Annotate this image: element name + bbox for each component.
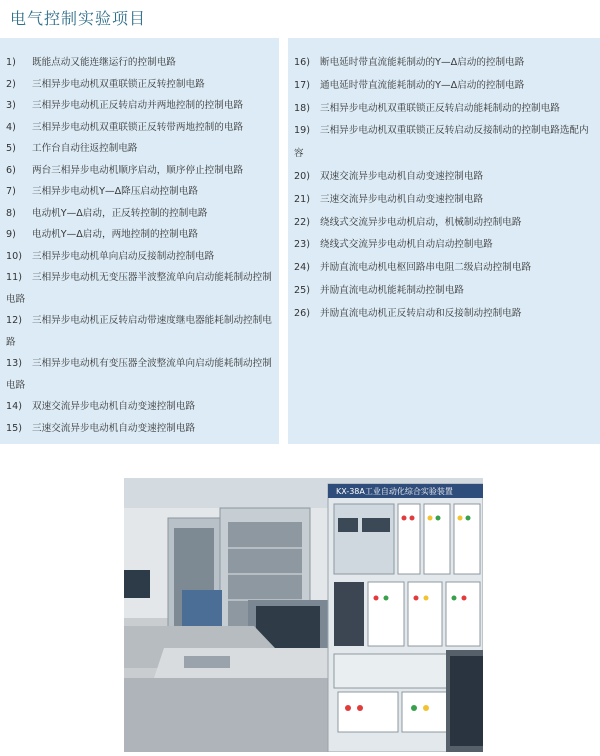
- left-item-list: [0, 38, 279, 439]
- item-number: 1): [6, 57, 16, 68]
- list-item: [294, 234, 598, 257]
- item-text: 工作台自动往返控制电路: [32, 143, 138, 154]
- item-number: 18): [294, 102, 310, 114]
- item-text: 三相异步电动机单向启动反接制动控制电路: [32, 250, 215, 262]
- item-text: 既能点动又能连继运行的控制电路: [32, 57, 176, 68]
- item-number: 26): [294, 307, 310, 319]
- item-text: 三相异步电动机双重联锁正反转带两地控制的电路: [32, 121, 244, 133]
- lab-equipment-photo: [124, 478, 483, 752]
- item-text: 双速交流异步电动机自动变速控制电路: [320, 170, 484, 182]
- list-item: [294, 212, 598, 235]
- item-text: 双速交流异步电动机自动变速控制电路: [32, 401, 196, 412]
- item-number: 24): [294, 262, 310, 274]
- list-item: [6, 117, 277, 139]
- item-number: 22): [294, 216, 310, 228]
- item-number: 7): [6, 186, 16, 197]
- item-text: 三相异步电动机正反转启动并两地控制的控制电路: [32, 100, 244, 111]
- list-item: [6, 74, 277, 96]
- item-text: 三相异步电动机无变压器半波整流单向启动能耗制动控制电路: [6, 272, 272, 305]
- item-number: 5): [6, 143, 16, 154]
- item-text: 电动机Y—Δ启动，两地控制的控制电路: [32, 229, 198, 240]
- list-item: [294, 166, 598, 189]
- list-item: [294, 98, 598, 121]
- list-item: [6, 160, 277, 182]
- item-text: 并励直流电动机能耗制动控制电路: [320, 284, 464, 296]
- item-number: 21): [294, 193, 310, 205]
- item-number: 6): [6, 164, 16, 176]
- item-number: 25): [294, 284, 310, 296]
- item-text: 绕线式交流异步电动机自动启动控制电路: [320, 239, 493, 251]
- item-text: 并励直流电动机电枢回路串电阻二级启动控制电路: [320, 262, 532, 274]
- item-text: 绕线式交流异步电动机启动，机械制动控制电路: [320, 216, 522, 228]
- list-item: [6, 224, 277, 246]
- list-item: [294, 257, 598, 280]
- item-text: 三相异步电动机Y—Δ降压启动控制电路: [32, 186, 198, 197]
- list-item: [6, 95, 277, 117]
- experiment-list-left: [0, 38, 279, 444]
- list-item: [294, 280, 598, 303]
- item-number: 16): [294, 57, 310, 68]
- list-item: [294, 52, 598, 75]
- item-text: 三相异步电动机双重联锁正反转控制电路: [32, 78, 205, 90]
- item-number: 9): [6, 229, 16, 240]
- list-item: [6, 267, 277, 310]
- item-number: 4): [6, 121, 16, 133]
- item-number: 2): [6, 78, 16, 90]
- item-number: 19): [294, 125, 310, 137]
- list-item: [294, 75, 598, 98]
- list-item: [6, 396, 277, 418]
- list-item: [6, 181, 277, 203]
- list-item: [6, 52, 277, 74]
- item-number: 13): [6, 358, 22, 369]
- item-number: 17): [294, 79, 310, 91]
- item-text: 三相异步电动机有变压器全波整流单向启动能耗制动控制电路: [6, 358, 272, 391]
- list-item: [294, 120, 598, 166]
- item-text: 三速交流异步电动机自动变速控制电路: [32, 422, 196, 434]
- item-number: 3): [6, 100, 16, 111]
- item-number: 14): [6, 401, 22, 412]
- list-item: [6, 246, 277, 268]
- list-item: [294, 189, 598, 212]
- item-text: 三相异步电动机双重联锁正反转启动反接制动的控制电路选配内容: [294, 125, 589, 160]
- list-item: [6, 310, 277, 353]
- item-text: 三相异步电动机双重联锁正反转启动能耗制动的控制电路: [320, 102, 560, 114]
- list-item: [6, 418, 277, 440]
- item-text: 两台三相异步电动机顺序启动，顺序停止控制电路: [32, 164, 244, 176]
- item-text: 三速交流异步电动机自动变速控制电路: [320, 193, 484, 205]
- list-item: [294, 303, 598, 326]
- photo-banner-text: KX-38A工业自动化综合实验装置: [336, 487, 453, 496]
- item-text: 电动机Y—Δ启动，正反转控制的控制电路: [32, 207, 208, 219]
- item-number: 11): [6, 272, 22, 283]
- item-number: 10): [6, 250, 22, 262]
- list-item: [6, 353, 277, 396]
- page-title: 电气控制实验项目: [10, 9, 147, 28]
- item-number: 23): [294, 239, 310, 251]
- item-text: 断电延时带直流能耗制动的Y—Δ启动的控制电路: [320, 57, 525, 68]
- right-item-list: [288, 38, 600, 326]
- item-text: 通电延时带直流能耗制动的Y—Δ启动的控制电路: [320, 79, 525, 91]
- item-number: 8): [6, 207, 16, 219]
- experiment-list-right: [288, 38, 600, 444]
- item-text: 三相异步电动机正反转启动带速度继电器能耗制动控制电路: [6, 315, 272, 348]
- list-item: [6, 138, 277, 160]
- list-item: [6, 203, 277, 225]
- item-number: 15): [6, 422, 22, 434]
- item-number: 20): [294, 170, 310, 182]
- item-number: 12): [6, 315, 22, 326]
- item-text: 并励直流电动机正反转启动和反接制动控制电路: [320, 307, 522, 319]
